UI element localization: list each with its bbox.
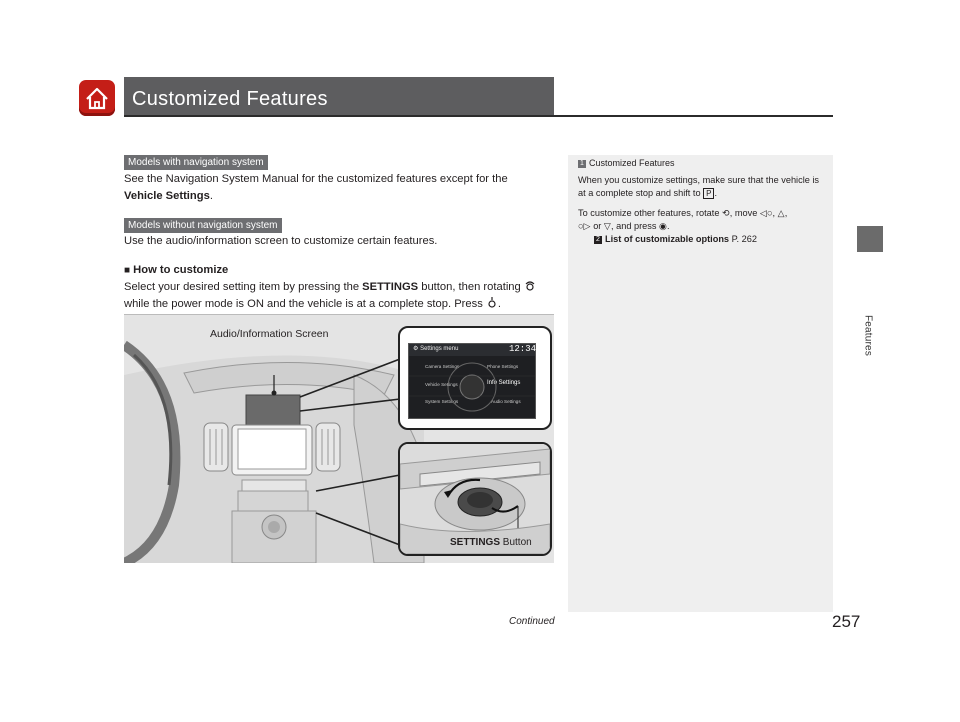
menu-item-info[interactable]: Info Settings [487, 380, 521, 386]
note-marker-icon: 1 [578, 160, 586, 168]
press-knob-icon: ◉ [659, 221, 668, 231]
p1-text: See the Navigation System Manual for the customized features except for the [124, 173, 508, 185]
note-line2-f: , and press [611, 221, 657, 231]
menu-item-camera[interactable]: Camera Settings [425, 364, 460, 369]
gear-icon: ⚙ [413, 346, 419, 352]
note-title-text: Customized Features [589, 158, 675, 168]
label-settings-button [450, 537, 532, 548]
p3-a: Select your desired setting item by pressing the [124, 281, 363, 293]
p3-c: while the power mode is ON and the vehicle is at a complete stop. Press [124, 298, 486, 310]
note-body [578, 174, 826, 246]
move-down-icon: ▽ [603, 221, 611, 231]
label-settings-bold: SETTINGS [450, 537, 501, 548]
home-icon[interactable] [79, 80, 115, 116]
rotate-knob-icon [524, 280, 536, 292]
label-audio-screen: Audio/Information Screen [210, 328, 329, 340]
link-arrow-icon: 2 [594, 236, 602, 244]
note-title [578, 158, 675, 168]
settings-screen [408, 343, 536, 419]
subheading-text: How to customize [133, 264, 229, 276]
note-line2-g: . [667, 221, 670, 231]
menu-item-system[interactable]: System Settings [425, 399, 459, 404]
settings-menu-title [413, 345, 458, 352]
inset-settings-screen [398, 326, 552, 430]
note-para-2 [578, 207, 826, 233]
paragraph-nav [124, 171, 564, 205]
press-knob-icon [486, 297, 498, 309]
note-para-1 [578, 174, 826, 200]
p3-b: button, then rotating [418, 281, 524, 293]
settings-dial-graphic [409, 356, 535, 418]
p1-end: . [209, 190, 213, 202]
note-link[interactable] [594, 233, 826, 246]
tag-with-nav: Models with navigation system [124, 155, 268, 170]
p3-d: . [497, 298, 502, 310]
note-line1: When you customize settings, make sure that the vehicle is at a complete stop and shift to [578, 175, 820, 198]
label-button-word: Button [502, 537, 532, 548]
vehicle-settings-bold: Vehicle Settings [124, 190, 210, 202]
menu-title-text: Settings menu [420, 346, 459, 352]
note-line1-end: . [714, 188, 718, 198]
paragraph-howto [124, 279, 564, 313]
continued-label: Continued [509, 616, 555, 627]
subheading [124, 264, 228, 276]
note-line2-c: , [772, 208, 776, 218]
note-line2-d: , [784, 208, 788, 218]
clock: 12:34 [509, 344, 537, 354]
tag-without-nav: Models without navigation system [124, 218, 282, 233]
section-tab-label: Features [862, 314, 874, 357]
menu-item-phone[interactable]: Phone Settings [487, 364, 519, 369]
settings-bold: SETTINGS [362, 281, 419, 293]
park-gear-icon: P [703, 188, 714, 199]
menu-item-audio[interactable]: Audio Settings [491, 399, 521, 404]
paragraph-no-nav: Use the audio/information screen to customize certain features. [124, 235, 438, 247]
page-number: 257 [832, 612, 861, 631]
move-right-icon: ○▷ [578, 221, 591, 231]
dashboard-figure [124, 314, 554, 563]
menu-item-vehicle[interactable]: Vehicle Settings [425, 382, 458, 387]
move-up-icon: △ [777, 208, 785, 218]
section-tab-marker[interactable] [857, 226, 883, 252]
note-line2-e: or [593, 221, 602, 231]
rotate-knob-icon: ⟲ [722, 208, 730, 218]
inset-settings-knob [398, 442, 552, 556]
note-line2-b: , move [729, 208, 758, 218]
square-bullet-icon: ■ [124, 265, 131, 276]
link-page[interactable]: P. 262 [731, 234, 757, 244]
link-label[interactable]: List of customizable options [605, 234, 730, 244]
move-left-icon: ◁○ [759, 208, 773, 218]
note-line2-a: To customize other features, rotate [578, 208, 720, 218]
house-glyph [79, 80, 115, 116]
title-rule [124, 115, 833, 117]
page-title: Customized Features [132, 88, 328, 110]
